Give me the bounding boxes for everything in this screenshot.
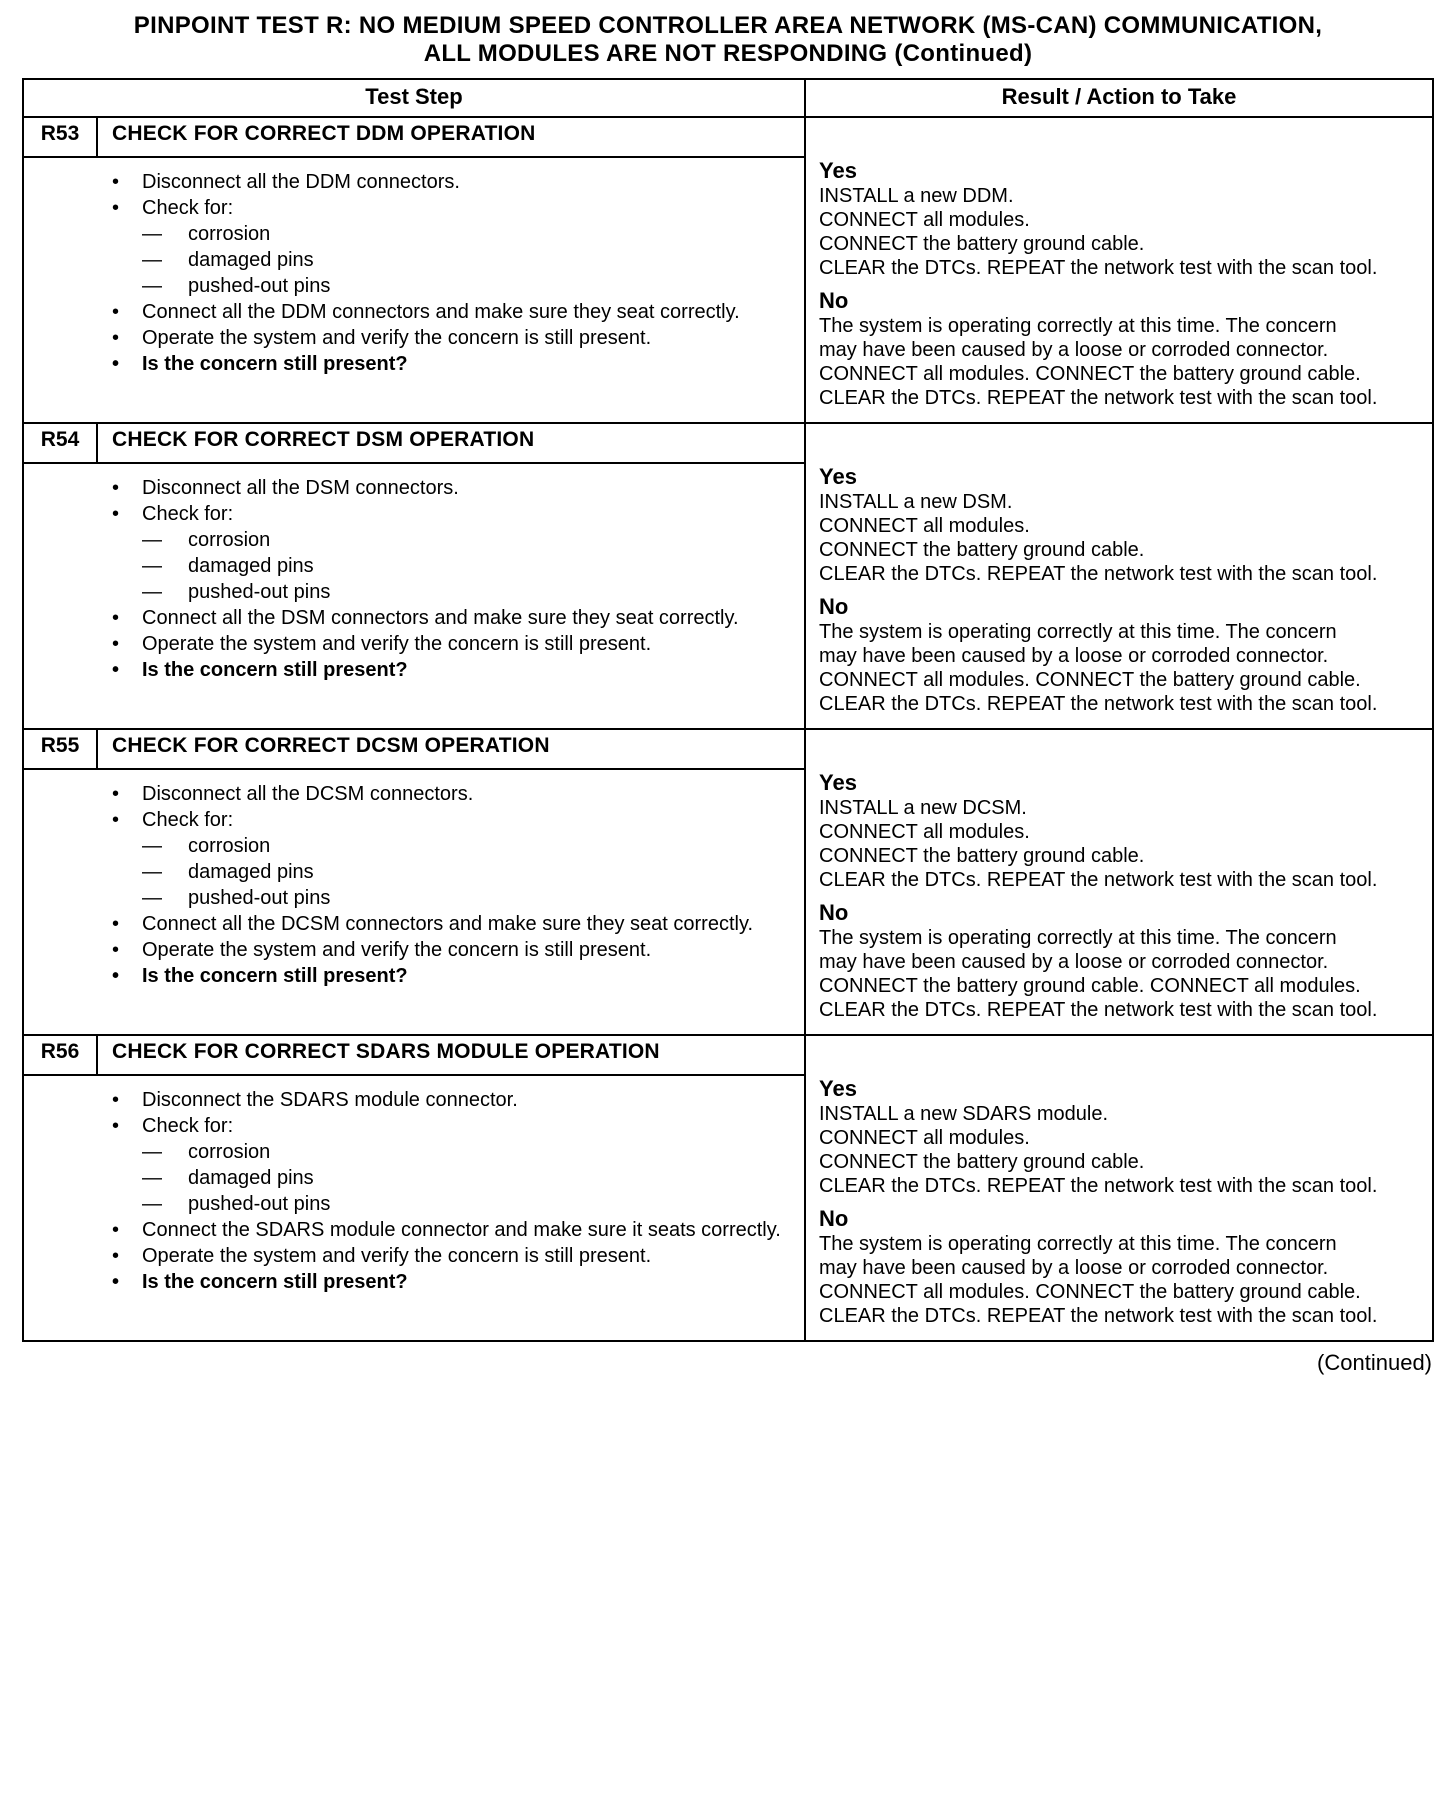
result-text: INSTALL a new SDARS module.	[819, 1103, 1109, 1125]
result-text: The system is operating correctly at this time. The concern may have been caused by a loose or corroded connector. CONNECT all modules. CONNECT the battery ground cable. CLEAR the DTCs. REPEAT the network test with the scan tool.	[819, 621, 1378, 715]
test-step: • Disconnect all the DCSM connectors.	[142, 782, 786, 806]
test-step: • Connect all the DDM connectors and make sure they seat correctly.	[142, 300, 786, 324]
test-step: — pushed-out pins	[188, 1192, 786, 1216]
result-label: Yes	[819, 1076, 857, 1101]
result-label: Yes	[819, 464, 857, 489]
tests-body	[23, 117, 1433, 1341]
test-step: • Is the concern still present?	[142, 352, 786, 376]
test-step: • Operate the system and verify the concern is still present.	[142, 326, 786, 350]
result-text: CONNECT the battery ground cable.	[819, 539, 1145, 561]
result-text: The system is operating correctly at this time. The concern may have been caused by a loose or corroded connector. CONNECT all modules. CONNECT the battery ground cable. CLEAR the DTCs. REPEAT the network test with the scan tool.	[819, 1233, 1378, 1327]
test-step: — corrosion	[188, 528, 786, 552]
result-label: No	[819, 1206, 849, 1231]
test-step: — corrosion	[188, 834, 786, 858]
result-label: No	[819, 594, 849, 619]
test-step: • Operate the system and verify the concern is still present.	[142, 1244, 786, 1268]
test-step: • Disconnect all the DDM connectors.	[142, 170, 786, 194]
result-label: No	[819, 900, 849, 925]
test-id: R56	[23, 1035, 97, 1075]
steps-cell	[23, 1075, 805, 1341]
result-text: CONNECT all modules.	[819, 1127, 1030, 1149]
test-step: • Operate the system and verify the concern is still present.	[142, 632, 786, 656]
result-text: CONNECT all modules.	[819, 515, 1030, 537]
test-step: • Is the concern still present?	[142, 964, 786, 988]
result-text: INSTALL a new DCSM.	[819, 797, 1027, 819]
pinpoint-test-table	[22, 78, 1434, 1342]
test-step: • Check for:	[142, 1114, 786, 1138]
table-header-row	[23, 79, 1433, 117]
steps-cell	[23, 157, 805, 423]
test-step: • Is the concern still present?	[142, 1270, 786, 1294]
test-step: — damaged pins	[188, 248, 786, 272]
continued-footer: (Continued)	[1317, 1350, 1432, 1375]
test-title: CHECK FOR CORRECT DSM OPERATION	[97, 423, 805, 463]
test-step: • Connect the SDARS module connector and make sure it seats correctly.	[142, 1218, 786, 1242]
test-step: — damaged pins	[188, 554, 786, 578]
table-head	[23, 79, 1433, 117]
test-step: — corrosion	[188, 1140, 786, 1164]
page-title	[22, 12, 1434, 68]
test-title: CHECK FOR CORRECT DDM OPERATION	[97, 117, 805, 157]
result-text: The system is operating correctly at this time. The concern may have been caused by a loose or corroded connector. CONNECT the battery ground cable. CONNECT all modules. CLEAR the DTCs. REPEAT the network test with the scan tool.	[819, 927, 1378, 1021]
test-step: • Check for:	[142, 502, 786, 526]
result-text: CONNECT all modules.	[819, 209, 1030, 231]
result-text: CONNECT the battery ground cable.	[819, 233, 1145, 255]
column-header-result: Result / Action to Take	[805, 79, 1433, 117]
result-cell	[805, 729, 1433, 1035]
steps-cell	[23, 769, 805, 1035]
page-title-line2: ALL MODULES ARE NOT RESPONDING (Continued)	[423, 40, 1033, 67]
test-step: — corrosion	[188, 222, 786, 246]
page-title-line1: PINPOINT TEST R: NO MEDIUM SPEED CONTROLLER AREA NETWORK (MS-CAN) COMMUNICATION,	[133, 12, 1323, 39]
result-text: CLEAR the DTCs. REPEAT the network test with the scan tool.	[819, 869, 1378, 891]
test-id: R55	[23, 729, 97, 769]
result-cell	[805, 117, 1433, 423]
test-step: — damaged pins	[188, 860, 786, 884]
test-id: R53	[23, 117, 97, 157]
test-step: — pushed-out pins	[188, 580, 786, 604]
test-header-row	[23, 117, 1433, 157]
result-text: INSTALL a new DSM.	[819, 491, 1013, 513]
test-title: CHECK FOR CORRECT DCSM OPERATION	[97, 729, 805, 769]
result-text: CLEAR the DTCs. REPEAT the network test with the scan tool.	[819, 1175, 1378, 1197]
test-header-row	[23, 1035, 1433, 1075]
test-step: • Check for:	[142, 196, 786, 220]
test-step: • Operate the system and verify the concern is still present.	[142, 938, 786, 962]
test-step: — damaged pins	[188, 1166, 786, 1190]
test-header-row	[23, 729, 1433, 769]
test-step: • Disconnect the SDARS module connector.	[142, 1088, 786, 1112]
result-label: Yes	[819, 158, 857, 183]
test-step: — pushed-out pins	[188, 274, 786, 298]
test-step: • Is the concern still present?	[142, 658, 786, 682]
result-cell	[805, 423, 1433, 729]
result-text: CONNECT all modules.	[819, 821, 1030, 843]
test-step: — pushed-out pins	[188, 886, 786, 910]
test-title: CHECK FOR CORRECT SDARS MODULE OPERATION	[97, 1035, 805, 1075]
test-step: • Disconnect all the DSM connectors.	[142, 476, 786, 500]
test-id: R54	[23, 423, 97, 463]
result-text: CLEAR the DTCs. REPEAT the network test with the scan tool.	[819, 563, 1378, 585]
column-header-test-step: Test Step	[23, 79, 805, 117]
test-step: • Connect all the DSM connectors and make sure they seat correctly.	[142, 606, 786, 630]
result-text: INSTALL a new DDM.	[819, 185, 1014, 207]
result-label: Yes	[819, 770, 857, 795]
test-step: • Connect all the DCSM connectors and make sure they seat correctly.	[142, 912, 786, 936]
result-text: The system is operating correctly at this time. The concern may have been caused by a loose or corroded connector. CONNECT all modules. CONNECT the battery ground cable. CLEAR the DTCs. REPEAT the network test with the scan tool.	[819, 315, 1378, 409]
steps-cell	[23, 463, 805, 729]
result-cell	[805, 1035, 1433, 1341]
result-text: CLEAR the DTCs. REPEAT the network test with the scan tool.	[819, 257, 1378, 279]
test-step: • Check for:	[142, 808, 786, 832]
result-text: CONNECT the battery ground cable.	[819, 845, 1145, 867]
result-text: CONNECT the battery ground cable.	[819, 1151, 1145, 1173]
result-label: No	[819, 288, 849, 313]
test-header-row	[23, 423, 1433, 463]
